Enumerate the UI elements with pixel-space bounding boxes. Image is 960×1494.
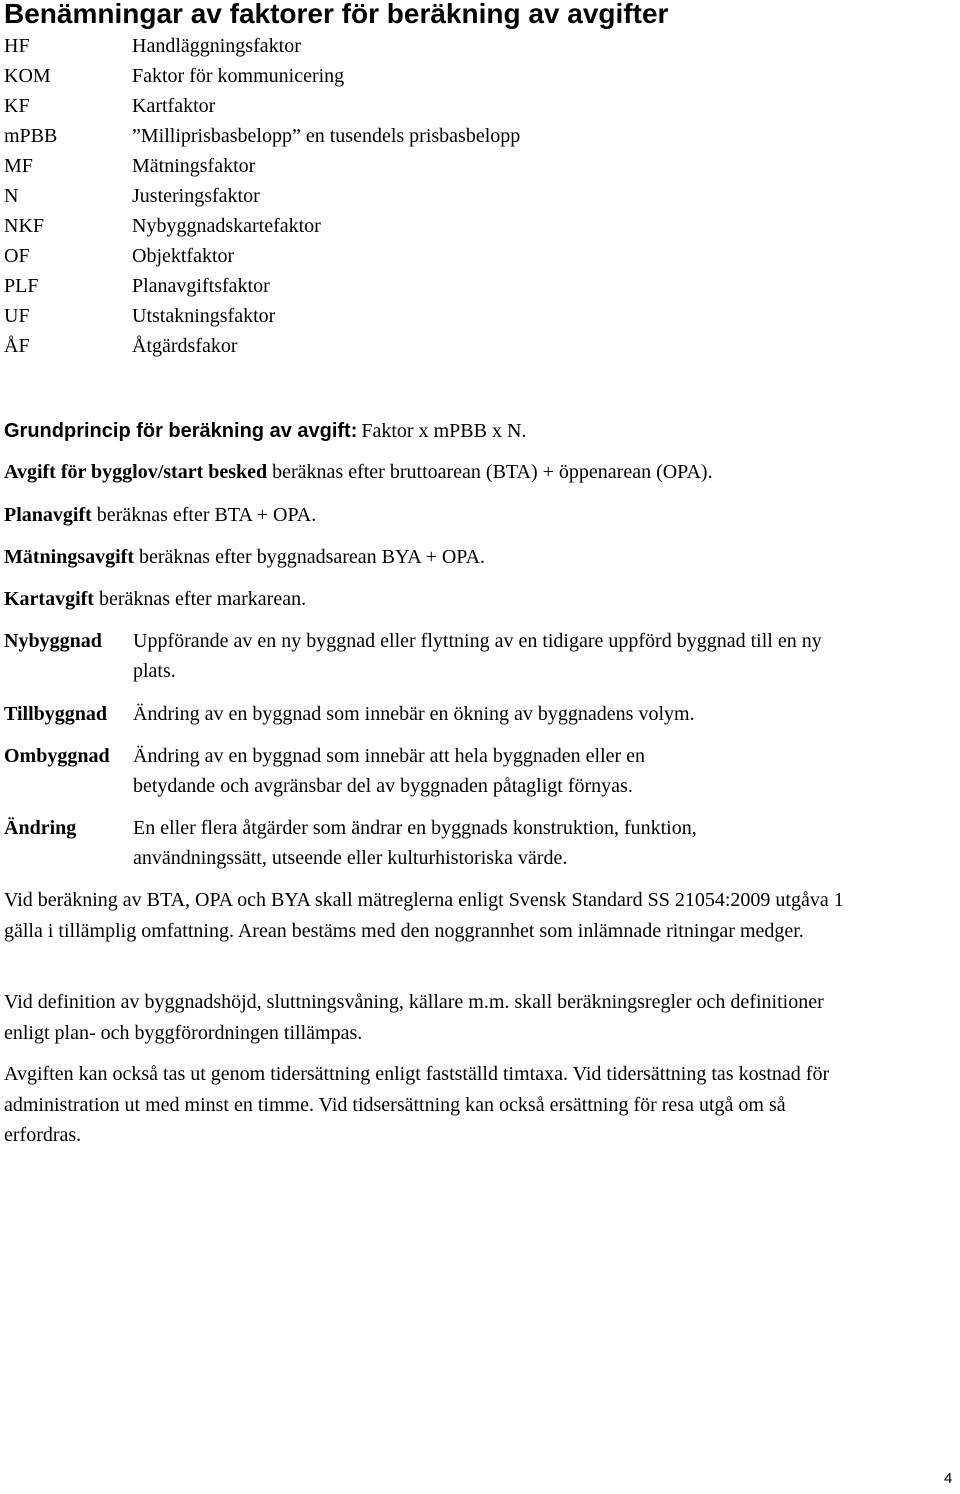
abbreviation-code: OF [4,245,30,267]
abbreviation-row [4,151,944,181]
abbreviation-name: Justeringsfaktor [132,185,260,207]
principle-label: Grundprincip för beräkning av avgift: [4,420,358,442]
abbreviation-code: PLF [4,275,39,297]
abbreviation-row [4,241,944,271]
abbreviation-name: Handläggningsfaktor [132,35,301,57]
fee-rule-label: Kartavgift [4,588,94,610]
abbreviation-code: HF [4,35,30,57]
fee-rule [4,584,306,614]
abbreviation-name: Åtgärdsfakor [132,335,238,357]
abbreviation-code: MF [4,155,33,177]
abbreviation-row [4,121,944,151]
abbreviation-row [4,331,944,361]
paragraph-definitions: Vid definition av byggnadshöjd, sluttningsvåning, källare m.m. skall beräkningsregler och definitioner enligt plan- och byggförordningen tillämpas. [4,991,824,1044]
definition-description: Ändring av en byggnad som innebär att hela byggnaden eller en betydande och avgränsbar del av byggnaden påtagligt förnyas. [133,745,646,797]
definition-term: Nybyggnad [4,630,102,652]
abbreviation-row [4,91,944,121]
abbreviation-row [4,61,944,91]
abbreviation-code: UF [4,305,30,327]
abbreviation-name: Kartfaktor [132,95,216,117]
abbreviation-list [4,31,944,361]
definition-description: Uppförande av en ny byggnad eller flyttning av en tidigare uppförd byggnad till en ny plats. [133,630,822,682]
abbreviation-code: NKF [4,215,45,237]
fee-rule-text: beräknas efter byggnadsarean BYA + OPA. [134,546,486,568]
page-number: 4 [944,1470,953,1487]
fee-rule-text: beräknas efter markarean. [93,588,307,610]
abbreviation-row [4,31,944,61]
page-heading: Benämningar av faktorer för beräkning av avgifter [4,0,669,29]
abbreviation-name: Planavgiftsfaktor [132,275,270,297]
abbreviation-name: Mätningsfaktor [132,155,256,177]
abbreviation-code: ÅF [4,335,30,357]
fee-rule [4,500,316,530]
fee-rule-label: Planavgift [4,504,92,526]
abbreviation-row [4,301,944,331]
calculation-principle [4,414,526,448]
abbreviation-code: KF [4,95,30,117]
definition-term: Tillbyggnad [4,703,108,725]
definition-term: Ombyggnad [4,745,110,767]
paragraph-time-rate: Avgiften kan också tas ut genom tidersättning enligt fastställd timtaxa. Vid tidersättning tas kostnad för administration ut med minst en timme. Vid tidsersättning kan också ersättning för resa utgå om så erfordras. [4,1063,830,1146]
paragraph-measurement-rules: Vid beräkning av BTA, OPA och BYA skall mätreglerna enligt Svensk Standard SS 21054:2009 utgåva 1 gälla i tillämplig omfattning. Arean bestäms med den noggrannhet som inlämnade ritningar medger. [4,889,844,942]
abbreviation-name: Utstakningsfaktor [132,305,276,327]
abbreviation-code: N [4,185,19,207]
principle-formula: Faktor x mPBB x N. [361,420,527,442]
abbreviation-name: Faktor för kommunicering [132,65,345,87]
abbreviation-row [4,181,944,211]
abbreviation-row [4,211,944,241]
fee-rule-label: Avgift för bygglov/start besked [4,461,268,483]
abbreviation-name: Objektfaktor [132,245,235,267]
fee-rule-text: beräknas efter BTA + OPA. [91,504,317,526]
abbreviation-name: Nybyggnadskartefaktor [132,215,321,237]
definition-description: En eller flera åtgärder som ändrar en byggnads konstruktion, funktion, användningssätt, utseende eller kulturhistoriska värde. [133,817,697,869]
fee-rule-label: Mätningsavgift [4,546,134,568]
fee-rule-text: beräknas efter bruttoarean (BTA) + öppenarean (OPA). [267,461,713,483]
abbreviation-row [4,271,944,301]
fee-rule [4,457,713,487]
abbreviation-code: mPBB [4,125,58,147]
definition-term: Ändring [4,817,77,839]
abbreviation-code: KOM [4,65,51,87]
definition-description: Ändring av en byggnad som innebär en ökning av byggnadens volym. [133,703,695,725]
abbreviation-name: ”Milliprisbasbelopp” en tusendels prisbasbelopp [132,125,521,147]
fee-rule [4,542,485,572]
